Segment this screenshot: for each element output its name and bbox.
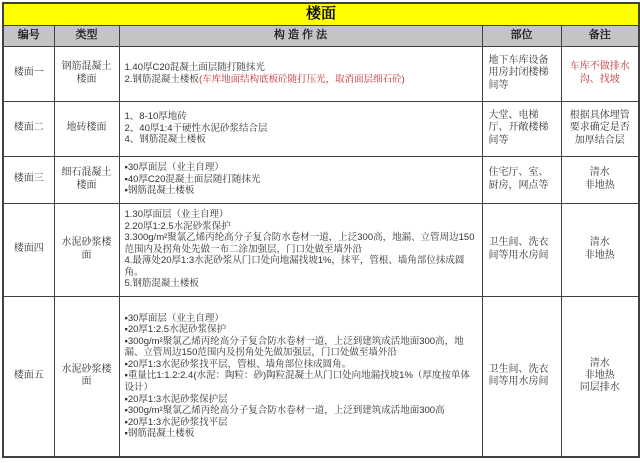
remark-cell — [561, 46, 639, 101]
table-row — [3, 101, 639, 156]
location-cell: 大堂、电梯厅、开敞楼梯间等 — [482, 101, 561, 156]
row-type-cell: 细石混凝土楼面 — [54, 156, 119, 203]
method-segment: 1.30厚面层（业主自理） — [124, 208, 229, 220]
method-line — [125, 405, 477, 417]
method-segment: ▪20厚1:3水泥砂浆找平层，管根、墙角部位抹成圆角。 — [124, 358, 352, 370]
method-segment: ▪20厚1:3水泥砂浆找平层 — [124, 416, 228, 428]
method-segment: 4.最薄处20厚1:3水泥砂浆从门口处向地漏找坡1%，抹平，管根、墙角部位抹成圆角。 — [124, 255, 465, 278]
remark-line: 根据具体埋管要求确定是否加厚结合层 — [569, 110, 630, 146]
method-segment: ▪30厚面层（业主自理） — [124, 312, 224, 324]
location-cell: 地下车库设备用房封闭楼梯间等 — [482, 46, 561, 101]
table-title-row — [3, 3, 639, 25]
column-header: 编号 — [3, 25, 54, 46]
remark-line: 清水 — [589, 237, 610, 249]
row-type-cell: 地砖楼面 — [54, 101, 119, 156]
construction-method-cell — [119, 46, 482, 101]
method-segment: (车库地面结构底板砼随打压光，取消面层细石砼) — [198, 73, 405, 85]
table-row — [3, 46, 639, 101]
row-type-cell: 水泥砂浆楼面 — [54, 203, 119, 296]
row-number-cell: 楼面一 — [3, 46, 54, 101]
remark-line: 非地热 — [584, 179, 615, 191]
column-header: 构 造 作 法 — [119, 25, 482, 46]
method-segment: ▪钢筋混凝土楼板 — [124, 185, 195, 197]
method-segment: ▪20厚1:3水泥砂浆保护层 — [124, 393, 228, 405]
row-type-cell: 水泥砂浆楼面 — [54, 296, 119, 457]
method-segment: ▪钢筋混凝土楼板 — [124, 428, 195, 440]
column-header: 部位 — [482, 25, 561, 46]
row-number-cell: 楼面二 — [3, 101, 54, 156]
method-line — [125, 370, 477, 393]
method-line — [125, 336, 477, 359]
method-segment: ▪20厚1:2.5水泥砂浆保护 — [124, 324, 227, 336]
row-type-cell: 钢筋混凝土楼面 — [54, 46, 119, 101]
method-line — [125, 428, 477, 440]
remark-line: 车库不做排水沟、找坡 — [569, 61, 630, 85]
location-cell: 卫生间、洗衣间等用水房间 — [482, 296, 561, 457]
method-line — [125, 394, 477, 406]
method-segment: ▪40厚C20混凝土面层随打随抹光 — [124, 173, 261, 185]
method-line — [125, 278, 477, 290]
method-segment: ▪300g/m²聚氯乙烯丙纶高分子复合防水卷材一道，上泛到建筑成活地面300高，地漏、立管周边150范围内及拐角处先做加强层，门口处做至墙外沿 — [124, 335, 464, 359]
method-segment: 4、钢筋混凝土楼板 — [124, 134, 206, 146]
method-line — [125, 313, 477, 325]
method-line — [125, 162, 477, 174]
remark-line: 同层排水 — [579, 382, 620, 394]
method-line — [125, 255, 477, 278]
remark-cell — [561, 101, 639, 156]
method-segment: 1、8-10厚地砖 — [124, 111, 187, 123]
method-segment: 2.20厚1:2.5水泥砂浆保护 — [124, 220, 231, 232]
method-line — [125, 209, 477, 221]
method-segment: ▪重量比1:1.2:2.4(水泥：陶粒：砂)陶粒混凝土从门口处向地漏找坡1%（厚度按单体设计） — [124, 370, 470, 394]
construction-method-cell — [119, 101, 482, 156]
location-cell: 住宅厅、室、厨房，网点等 — [482, 156, 561, 203]
method-line — [125, 134, 477, 146]
method-line — [125, 359, 477, 371]
column-header: 备注 — [561, 25, 639, 46]
method-line — [125, 324, 477, 336]
row-number-cell: 楼面四 — [3, 203, 54, 296]
method-line — [125, 62, 477, 74]
column-header: 类型 — [54, 25, 119, 46]
remark-cell — [561, 296, 639, 457]
remark-line: 清水 — [589, 357, 610, 369]
method-segment: 5.钢筋混凝土楼板 — [124, 278, 199, 290]
method-line — [125, 174, 477, 186]
method-segment: ▪300g/m²聚氯乙烯丙纶高分子复合防水卷材一道，上泛到建筑成活地面300高 — [124, 405, 445, 417]
table-row — [3, 156, 639, 203]
method-line — [125, 221, 477, 233]
method-segment: 1.40厚C20混凝土面层随打随抹光 — [124, 61, 265, 73]
method-segment: ▪30厚面层（业主自理） — [124, 162, 224, 174]
method-segment: 2、40厚1:4干硬性水泥砂浆结合层 — [124, 122, 268, 134]
table-title: 楼面 — [3, 3, 639, 25]
table-row — [3, 296, 639, 457]
method-line — [125, 123, 477, 135]
row-number-cell: 楼面五 — [3, 296, 54, 457]
method-line — [125, 417, 477, 429]
construction-method-cell — [119, 296, 482, 457]
construction-method-cell — [119, 203, 482, 296]
method-line — [125, 232, 477, 255]
location-cell: 卫生间、洗衣间等用水房间 — [482, 203, 561, 296]
remark-line: 非地热 — [584, 249, 615, 261]
method-line — [125, 185, 477, 197]
floor-construction-table — [2, 2, 640, 458]
method-segment: 2.钢筋混凝土楼板 — [124, 73, 199, 85]
remark-line: 非地热 — [584, 370, 615, 382]
remark-line: 清水 — [589, 167, 610, 179]
remark-cell — [561, 156, 639, 203]
table-row — [3, 203, 639, 296]
remark-cell — [561, 203, 639, 296]
method-line — [125, 74, 477, 86]
method-line — [125, 111, 477, 123]
column-header-row — [3, 25, 639, 46]
construction-method-cell — [119, 156, 482, 203]
row-number-cell: 楼面三 — [3, 156, 54, 203]
method-segment: 3.300g/m²聚氯乙烯丙纶高分子复合防水卷材一道，上泛300高，地漏、立管周边150范围内及拐角处先做一布二涂加强层，门口处做至墙外沿 — [124, 232, 475, 255]
